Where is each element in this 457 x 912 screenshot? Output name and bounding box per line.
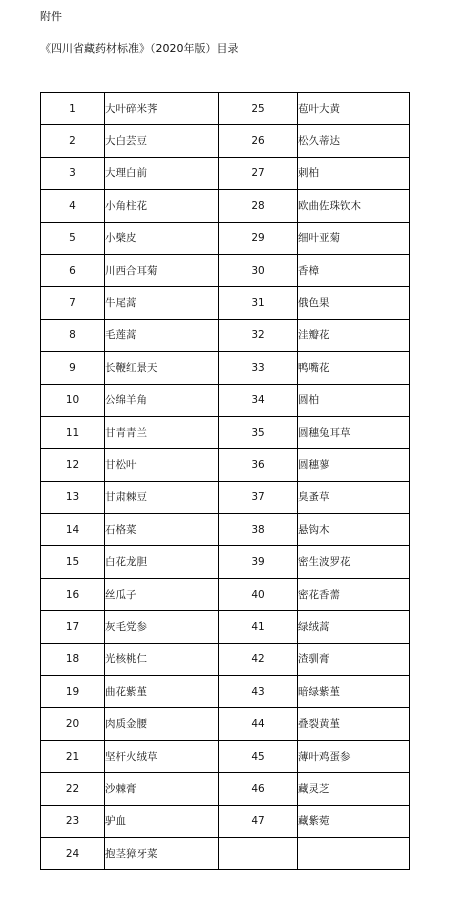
left-name-cell: 白花龙胆: [105, 546, 219, 578]
table-row: [41, 676, 410, 708]
table-row: [41, 416, 410, 448]
left-number-cell: 20: [41, 708, 105, 740]
right-name-cell: 渣驯膏: [298, 643, 410, 675]
right-number-cell: 31: [219, 287, 298, 319]
right-name-cell: 藏灵芝: [298, 773, 410, 805]
table-row: [41, 93, 410, 125]
left-number-cell: 19: [41, 676, 105, 708]
table-row: [41, 481, 410, 513]
left-name-cell: 长鞭红景天: [105, 352, 219, 384]
table-row: [41, 190, 410, 222]
right-number-cell: 33: [219, 352, 298, 384]
left-number-cell: 23: [41, 805, 105, 837]
right-name-cell: 细叶亚菊: [298, 222, 410, 254]
left-number-cell: 17: [41, 611, 105, 643]
table-row: [41, 287, 410, 319]
right-name-cell: 洼瓣花: [298, 319, 410, 351]
left-name-cell: 肉质金腰: [105, 708, 219, 740]
right-name-cell: 绿绒蒿: [298, 611, 410, 643]
catalog-table-body: [41, 93, 410, 870]
table-row: [41, 254, 410, 286]
left-name-cell: 公绵羊角: [105, 384, 219, 416]
right-number-cell: 29: [219, 222, 298, 254]
attachment-label: 附件: [40, 10, 62, 23]
right-name-cell: 圆穗兔耳草: [298, 416, 410, 448]
table-row: [41, 319, 410, 351]
left-name-cell: 沙棘膏: [105, 773, 219, 805]
table-row: [41, 643, 410, 675]
right-number-cell: 38: [219, 514, 298, 546]
right-number-cell: 28: [219, 190, 298, 222]
left-name-cell: 甘松叶: [105, 449, 219, 481]
table-row: [41, 157, 410, 189]
right-number-cell: 30: [219, 254, 298, 286]
left-name-cell: 曲花紫堇: [105, 676, 219, 708]
left-name-cell: 大叶碎米荠: [105, 93, 219, 125]
right-number-cell: 34: [219, 384, 298, 416]
table-row: [41, 546, 410, 578]
left-name-cell: 小角柱花: [105, 190, 219, 222]
left-name-cell: 甘肃棘豆: [105, 481, 219, 513]
left-name-cell: 光核桃仁: [105, 643, 219, 675]
table-row: [41, 611, 410, 643]
right-number-cell: 32: [219, 319, 298, 351]
left-number-cell: 24: [41, 837, 105, 869]
right-name-cell: 密花香薷: [298, 578, 410, 610]
left-number-cell: 5: [41, 222, 105, 254]
table-row: [41, 384, 410, 416]
right-name-cell: 刺柏: [298, 157, 410, 189]
right-number-cell: 26: [219, 125, 298, 157]
left-name-cell: 川西合耳菊: [105, 254, 219, 286]
right-number-cell: 41: [219, 611, 298, 643]
right-number-cell: 46: [219, 773, 298, 805]
left-number-cell: 2: [41, 125, 105, 157]
right-name-cell: 叠裂黄堇: [298, 708, 410, 740]
left-number-cell: 12: [41, 449, 105, 481]
left-number-cell: 16: [41, 578, 105, 610]
catalog-table: [40, 92, 410, 870]
right-number-cell: 37: [219, 481, 298, 513]
right-name-cell: 圆柏: [298, 384, 410, 416]
left-number-cell: 7: [41, 287, 105, 319]
right-name-cell: 密生波罗花: [298, 546, 410, 578]
right-number-cell: [219, 837, 298, 869]
left-number-cell: 10: [41, 384, 105, 416]
table-row: [41, 805, 410, 837]
left-number-cell: 13: [41, 481, 105, 513]
table-row: [41, 578, 410, 610]
document-title: 《四川省藏药材标准》（2020年版）目录: [40, 42, 239, 55]
left-number-cell: 14: [41, 514, 105, 546]
left-number-cell: 9: [41, 352, 105, 384]
right-name-cell: 俄色果: [298, 287, 410, 319]
table-row: [41, 740, 410, 772]
left-name-cell: 灰毛党参: [105, 611, 219, 643]
right-name-cell: 鸭嘴花: [298, 352, 410, 384]
table-row: [41, 514, 410, 546]
right-name-cell: 松久蒂达: [298, 125, 410, 157]
table-row: [41, 708, 410, 740]
left-number-cell: 22: [41, 773, 105, 805]
right-number-cell: 45: [219, 740, 298, 772]
left-number-cell: 1: [41, 93, 105, 125]
table-row: [41, 837, 410, 869]
left-name-cell: 毛莲蒿: [105, 319, 219, 351]
right-name-cell: 悬钩木: [298, 514, 410, 546]
right-number-cell: 25: [219, 93, 298, 125]
right-name-cell: 香樟: [298, 254, 410, 286]
left-number-cell: 11: [41, 416, 105, 448]
table-row: [41, 125, 410, 157]
table-row: [41, 773, 410, 805]
right-name-cell: [298, 837, 410, 869]
table-row: [41, 449, 410, 481]
left-name-cell: 小檗皮: [105, 222, 219, 254]
left-number-cell: 18: [41, 643, 105, 675]
left-name-cell: 大白芸豆: [105, 125, 219, 157]
left-name-cell: 石格菜: [105, 514, 219, 546]
right-number-cell: 43: [219, 676, 298, 708]
right-number-cell: 35: [219, 416, 298, 448]
table-row: [41, 222, 410, 254]
left-name-cell: 大理白前: [105, 157, 219, 189]
left-number-cell: 8: [41, 319, 105, 351]
right-name-cell: 藏紫菀: [298, 805, 410, 837]
right-name-cell: 臭蚤草: [298, 481, 410, 513]
left-name-cell: 坚杆火绒草: [105, 740, 219, 772]
left-name-cell: 抱茎獐牙菜: [105, 837, 219, 869]
left-number-cell: 21: [41, 740, 105, 772]
right-number-cell: 36: [219, 449, 298, 481]
left-number-cell: 6: [41, 254, 105, 286]
left-name-cell: 驴血: [105, 805, 219, 837]
right-number-cell: 39: [219, 546, 298, 578]
right-number-cell: 40: [219, 578, 298, 610]
table-row: [41, 352, 410, 384]
left-number-cell: 3: [41, 157, 105, 189]
right-name-cell: 暗绿紫堇: [298, 676, 410, 708]
left-number-cell: 15: [41, 546, 105, 578]
left-number-cell: 4: [41, 190, 105, 222]
right-name-cell: 欧曲佐珠钦木: [298, 190, 410, 222]
left-name-cell: 甘青青兰: [105, 416, 219, 448]
right-number-cell: 42: [219, 643, 298, 675]
right-number-cell: 44: [219, 708, 298, 740]
right-name-cell: 薄叶鸡蛋参: [298, 740, 410, 772]
right-number-cell: 47: [219, 805, 298, 837]
right-name-cell: 苞叶大黄: [298, 93, 410, 125]
left-name-cell: 丝瓜子: [105, 578, 219, 610]
right-number-cell: 27: [219, 157, 298, 189]
right-name-cell: 圆穗蓼: [298, 449, 410, 481]
left-name-cell: 牛尾蒿: [105, 287, 219, 319]
